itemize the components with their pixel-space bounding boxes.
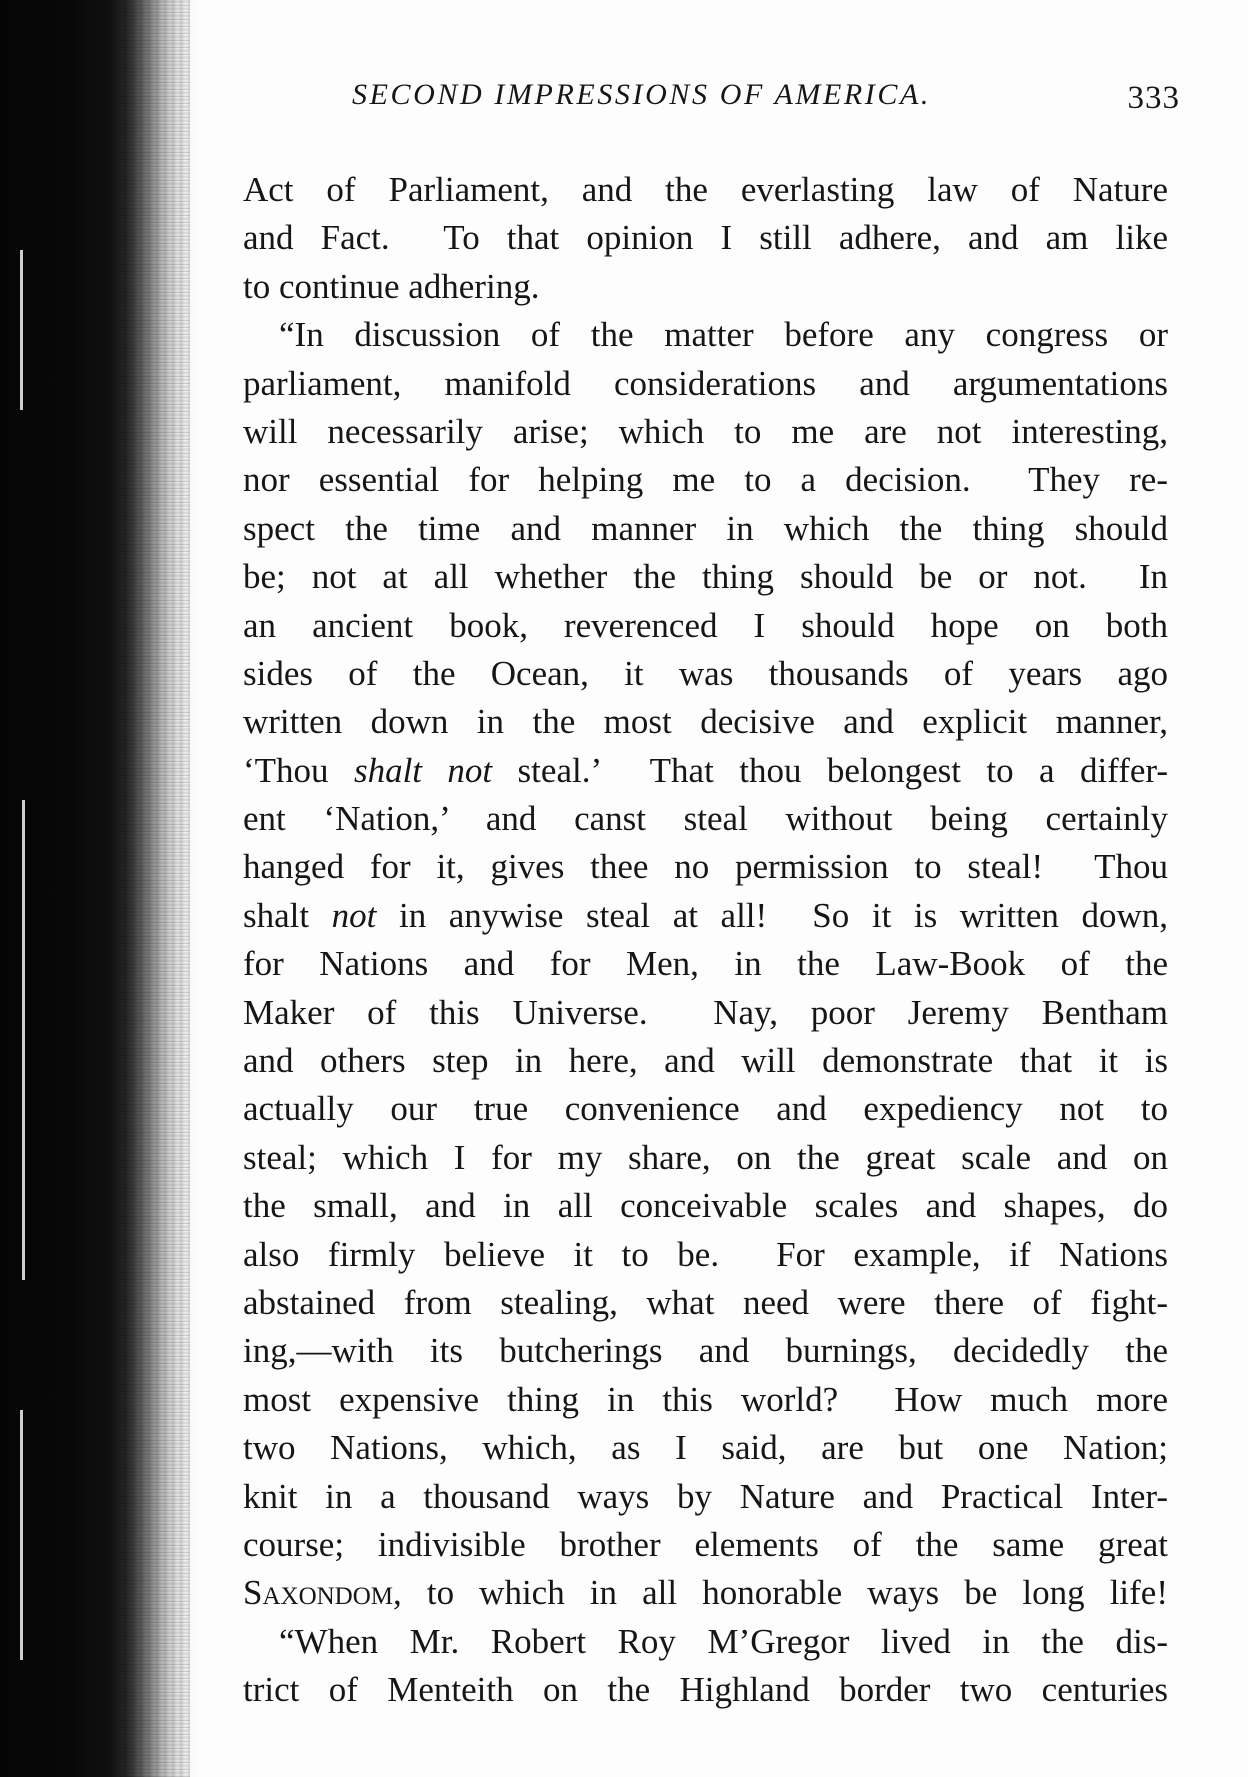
italic-text: shalt not bbox=[353, 750, 493, 790]
gutter-crease-mark bbox=[20, 250, 23, 410]
text-segment: parliament, manifold considerations and argumentations bbox=[243, 363, 1168, 403]
text-segment: in anywise steal at all! So it is written down, bbox=[376, 895, 1168, 935]
text-line bbox=[243, 650, 1168, 698]
text-line bbox=[243, 1327, 1168, 1375]
text-segment: ent ‘Nation,’ and canst steal without being certainly bbox=[243, 799, 1168, 839]
text-segment: Act of Parliament, and the everlasting law of Nature bbox=[243, 170, 1168, 209]
text-line bbox=[243, 1618, 1168, 1666]
text-line bbox=[243, 698, 1168, 746]
text-segment: written down in the most decisive and explicit manner, bbox=[243, 702, 1168, 742]
text-segment: nor essential for helping me to a decision. They re- bbox=[243, 460, 1168, 500]
text-segment: course; indivisible brother elements of the same great bbox=[243, 1524, 1168, 1564]
text-segment: “In discussion of the matter before any congress or bbox=[279, 315, 1168, 355]
text-line bbox=[243, 843, 1168, 891]
gutter-crease-mark bbox=[20, 1410, 23, 1660]
text-line bbox=[243, 747, 1168, 795]
binding-gutter-shadow bbox=[0, 0, 200, 1777]
text-line bbox=[243, 1134, 1168, 1182]
text-segment: sides of the Ocean, it was thousands of years ago bbox=[243, 653, 1168, 693]
text-line bbox=[243, 1376, 1168, 1424]
text-segment: also firmly believe it to be. For example, if Nations bbox=[243, 1234, 1168, 1274]
running-head bbox=[300, 78, 1180, 128]
text-line bbox=[243, 1569, 1168, 1617]
text-segment: Maker of this Universe. Nay, poor Jeremy Bentham bbox=[243, 992, 1168, 1032]
text-segment: most expensive thing in this world? How much more bbox=[243, 1379, 1168, 1419]
text-segment: knit in a thousand ways by Nature and Practical Inter- bbox=[243, 1476, 1168, 1516]
italic-text: not bbox=[331, 895, 377, 935]
text-line bbox=[243, 166, 1168, 214]
text-line bbox=[243, 263, 1168, 311]
text-segment: ‘Thou bbox=[243, 750, 354, 790]
text-line bbox=[243, 989, 1168, 1037]
gutter-crease-mark bbox=[22, 800, 25, 1280]
text-segment: spect the time and manner in which the thing should bbox=[243, 508, 1168, 548]
text-line bbox=[243, 553, 1168, 601]
text-line bbox=[243, 1037, 1168, 1085]
text-line bbox=[243, 311, 1168, 359]
text-line bbox=[243, 214, 1168, 262]
text-segment: shalt bbox=[243, 895, 332, 935]
text-line bbox=[243, 892, 1168, 940]
text-line bbox=[243, 505, 1168, 553]
text-line bbox=[243, 1666, 1168, 1714]
body-text bbox=[243, 166, 1168, 1715]
text-segment: and others step in here, and will demonstrate that it is bbox=[243, 1041, 1168, 1081]
text-line bbox=[243, 1424, 1168, 1472]
text-line bbox=[243, 1521, 1168, 1569]
text-line bbox=[243, 795, 1168, 843]
text-line bbox=[243, 1182, 1168, 1230]
text-segment: trict of Menteith on the Highland border two centuries bbox=[243, 1670, 1168, 1710]
text-segment: , to which in all honorable ways be long life! bbox=[393, 1573, 1168, 1613]
text-segment: ing,—with its butcherings and burnings, decidedly the bbox=[243, 1331, 1168, 1371]
text-segment: “When Mr. Robert Roy M’Gregor lived in the dis- bbox=[279, 1621, 1168, 1661]
text-segment: the small, and in all conceivable scales and shapes, do bbox=[243, 1186, 1168, 1226]
text-line bbox=[243, 940, 1168, 988]
small-caps-text: Saxondom bbox=[243, 1573, 394, 1613]
text-segment: two Nations, which, as I said, are but one Nation; bbox=[243, 1428, 1168, 1468]
text-segment: an ancient book, reverenced I should hope on both bbox=[243, 605, 1168, 645]
text-segment: and Fact. To that opinion I still adhere, and am like bbox=[243, 218, 1168, 258]
text-segment: abstained from stealing, what need were there of fight- bbox=[243, 1282, 1168, 1322]
text-line bbox=[243, 1279, 1168, 1327]
text-segment: to continue adhering. bbox=[243, 266, 540, 306]
text-line bbox=[243, 408, 1168, 456]
text-segment: steal.’ That thou belongest to a differ- bbox=[492, 750, 1169, 790]
running-title: SECOND IMPRESSIONS OF AMERICA. bbox=[352, 78, 932, 111]
text-segment: hanged for it, gives thee no permission to steal! Thou bbox=[243, 847, 1168, 887]
text-segment: be; not at all whether the thing should be or not. In bbox=[243, 557, 1168, 597]
text-line bbox=[243, 456, 1168, 504]
text-line bbox=[243, 360, 1168, 408]
text-line bbox=[243, 1473, 1168, 1521]
gutter-scan-noise bbox=[120, 0, 190, 1777]
text-line bbox=[243, 602, 1168, 650]
text-segment: steal; which I for my share, on the great scale and on bbox=[243, 1137, 1168, 1177]
page-number: 333 bbox=[1127, 80, 1180, 116]
text-segment: will necessarily arise; which to me are not interesting, bbox=[243, 411, 1168, 451]
text-line bbox=[243, 1231, 1168, 1279]
text-line bbox=[243, 1085, 1168, 1133]
text-segment: actually our true convenience and expediency not to bbox=[243, 1089, 1168, 1129]
text-segment: for Nations and for Men, in the Law-Book of the bbox=[243, 944, 1168, 984]
